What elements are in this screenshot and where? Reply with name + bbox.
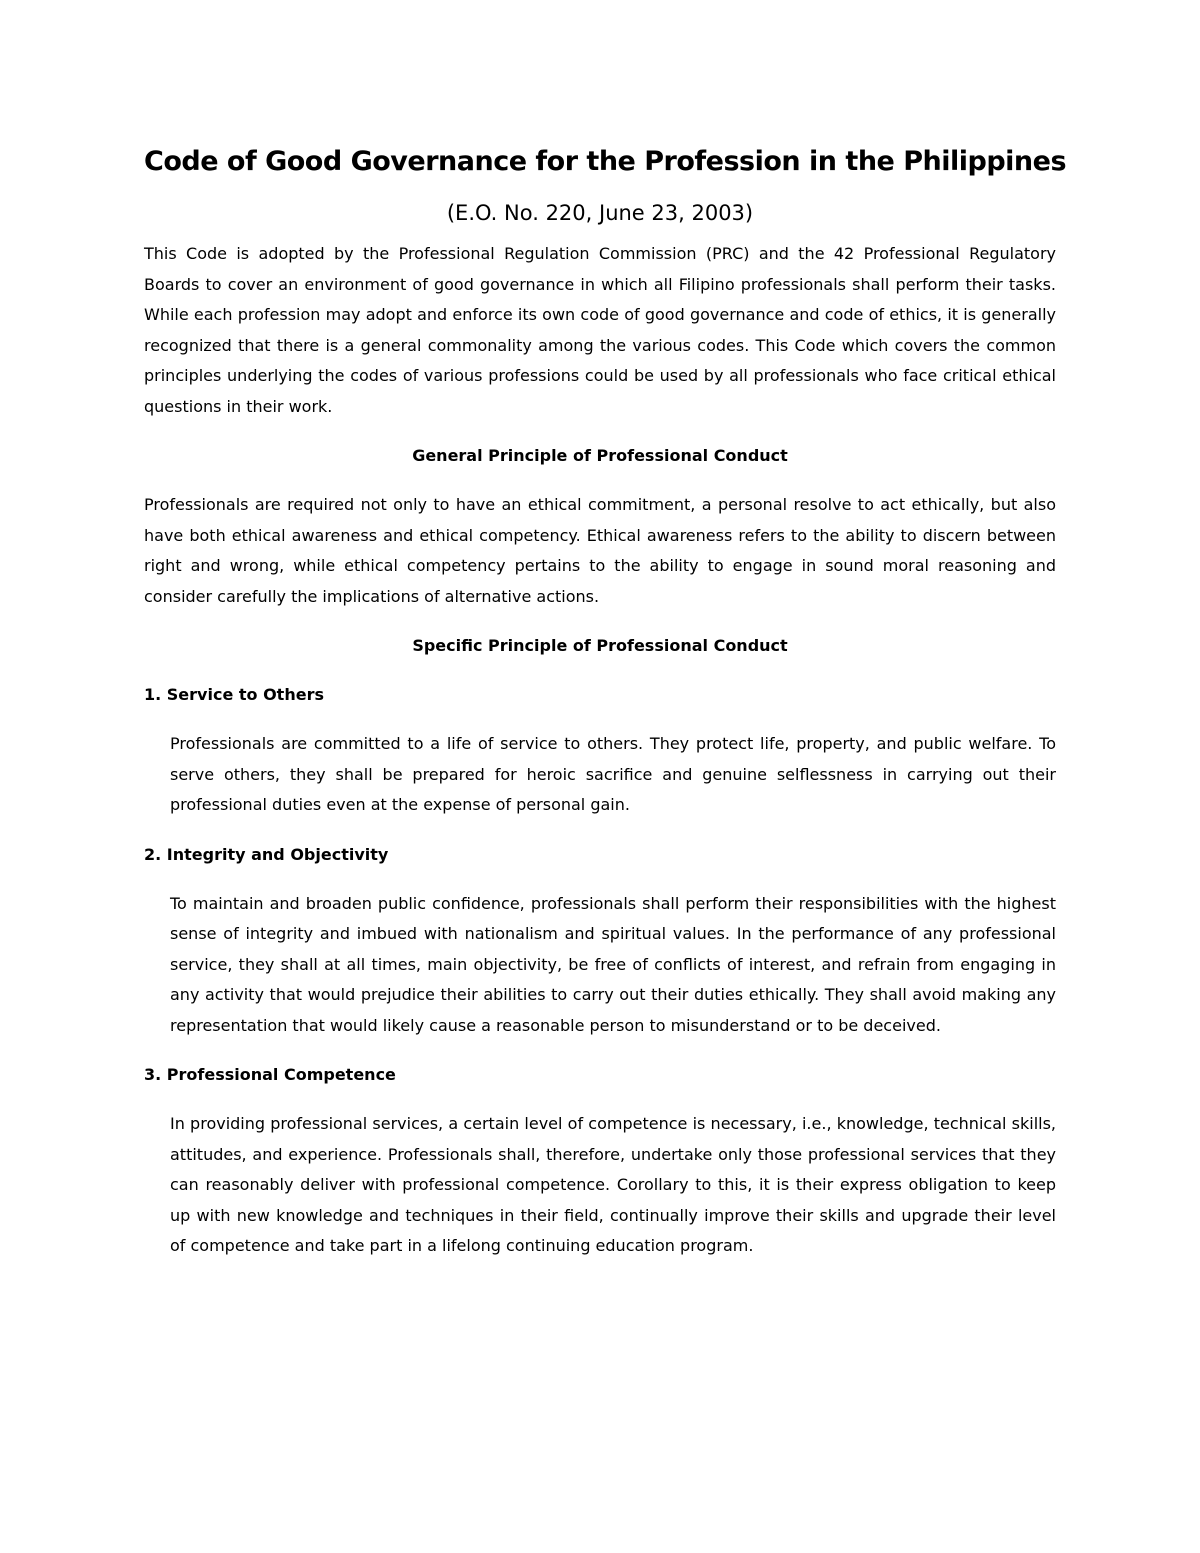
intro-paragraph: This Code is adopted by the Professional Regulation Commission (PRC) and the 42 Professional Regulatory Boards to cover an environment of good governance in which all Filipino professionals shall perform their tasks. While each profession may adopt and enforce its own code of good governance and code of ethics, it is generally recognized that there is a general commonality among the various codes. This Code which covers the common principles underlying the codes of various professions could be used by all professionals who face critical ethical questions in their work. [144, 244, 1056, 416]
document-title: Code of Good Governance for the Profession in the Philippines [144, 146, 1067, 177]
item-heading-professional-competence: 3. Professional Competence [144, 1065, 396, 1084]
item-body-professional-competence: In providing professional services, a certain level of competence is necessary, i.e., knowledge, technical skills, attitudes, and experience. Professionals shall, therefore, undertake only those professional services that they can reasonably deliver with professional competence. Corollary to this, it is their express obligation to keep up with new knowledge and techniques in their field, continually improve their skills and upgrade their level of competence and take part in a lifelong continuing education program. [170, 1114, 1056, 1255]
document-page [144, 146, 1067, 1262]
item-heading-integrity-objectivity: 2. Integrity and Objectivity [144, 844, 389, 864]
specific-principle-heading: Specific Principle of Professional Conduct [412, 636, 788, 655]
general-principle-paragraph: Professionals are required not only to have an ethical commitment, a personal resolve to act ethically, but also have both ethical awareness and ethical competency. Ethical awareness refers to the ability to discern between right and wrong, while ethical competency pertains to the ability to engage in sound moral reasoning and consider carefully the implications of alternative actions. [144, 495, 1056, 606]
item-body-service-to-others: Professionals are committed to a life of service to others. They protect life, property, and public welfare. To serve others, they shall be prepared for heroic sacrifice and genuine selflessness in carrying out their professional duties even at the expense of personal gain. [170, 734, 1056, 814]
item-heading-service-to-others: 1. Service to Others [144, 685, 324, 704]
item-body-integrity-objectivity: To maintain and broaden public confidence, professionals shall perform their responsibilities with the highest sense of integrity and imbued with nationalism and spiritual values. In the performance of any professional service, they shall at all times, main objectivity, be free of conflicts of interest, and refrain from engaging in any activity that would prejudice their abilities to carry out their duties ethically. They shall avoid making any representation that would likely cause a reasonable person to misunderstand or to be deceived. [170, 893, 1056, 1035]
general-principle-heading: General Principle of Professional Conduct [412, 446, 788, 465]
document-subtitle: (E.O. No. 220, June 23, 2003) [446, 201, 754, 225]
